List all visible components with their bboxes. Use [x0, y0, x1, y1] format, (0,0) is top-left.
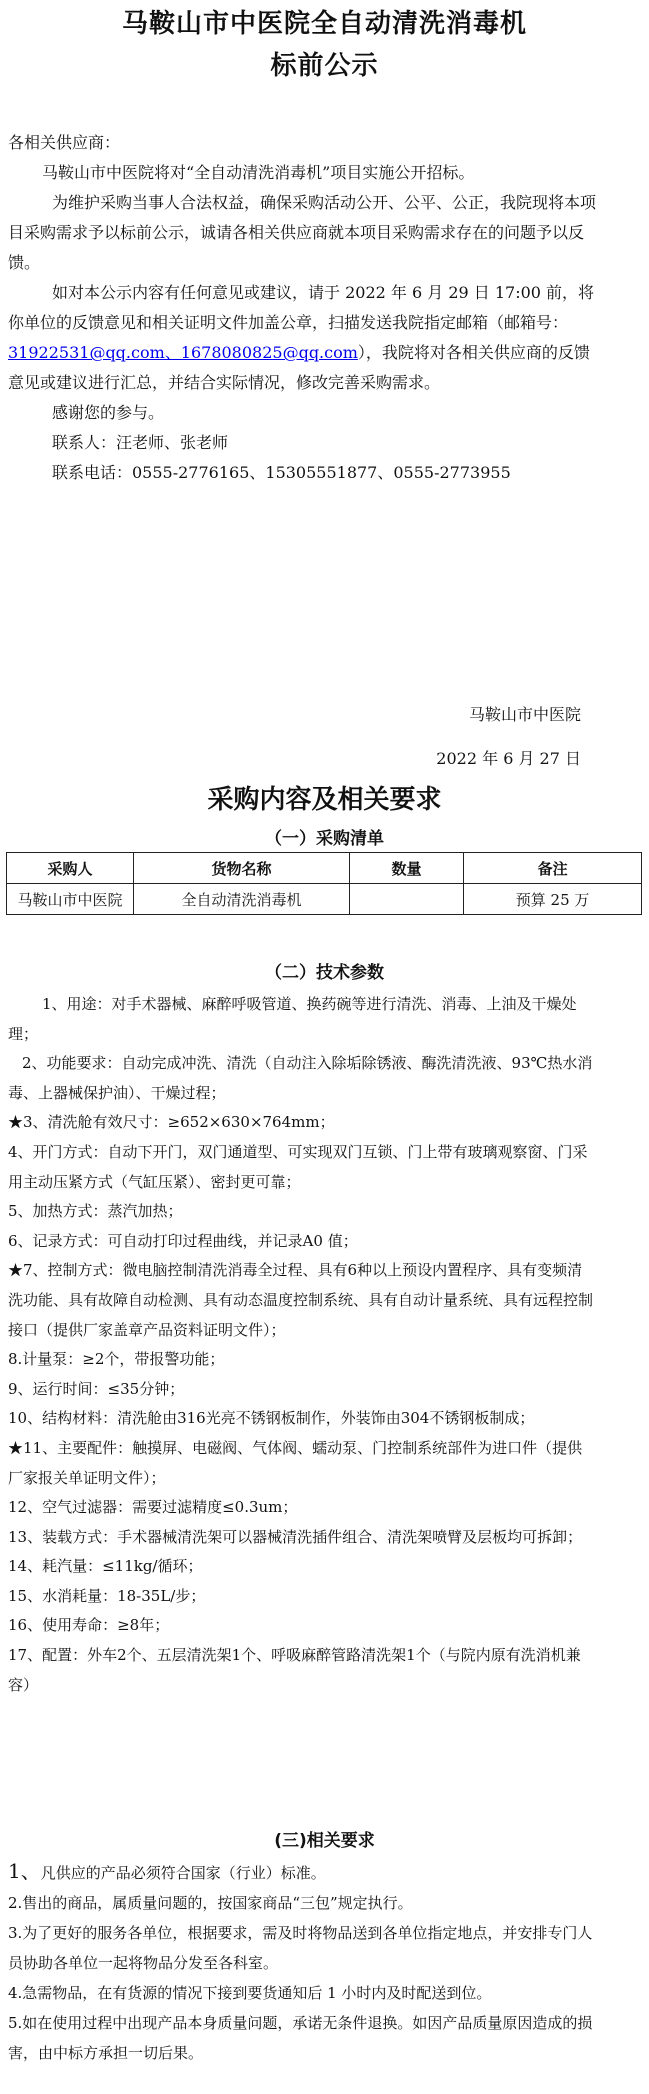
purchase-table [6, 852, 642, 915]
table-row [7, 884, 642, 915]
intro-paragraph-2: 为维护采购当事人合法权益，确保采购活动公开、公平、公正，我院现将本项目采购需求予以标前公示，诚请各相关供应商就本项目采购需求存在的问题予以反馈。 [8, 193, 597, 272]
document-title-line2: 标前公示 [270, 51, 379, 81]
tech-param-item: 10、结构材料：清洗舱由316光亮不锈钢板制作，外装饰由304不锈钢板制成； [8, 1409, 535, 1428]
table-header-cell: 数量 [349, 853, 463, 884]
table-header-cell: 采购人 [7, 853, 134, 884]
tech-param-item: 12、空气过滤器：需要过滤精度≤0.3um； [8, 1498, 298, 1517]
subsection-requirements: (三)相关要求 [274, 1831, 375, 1851]
table-cell: 全自动清洗消毒机 [134, 884, 350, 915]
contact-person: 联系人：汪老师、张老师 [52, 433, 229, 452]
tech-param-item: 5、加热方式：蒸汽加热； [8, 1202, 183, 1221]
tech-param-item: 6、记录方式：可自动打印过程曲线，并记录A0 值； [8, 1231, 358, 1250]
intro-section [8, 128, 596, 488]
requirement-item: 2.售出的商品，属质量问题的，按国家商品“三包”规定执行。 [8, 1894, 413, 1912]
table-cell: 预算 25 万 [464, 884, 642, 915]
requirement-item: 5.如在使用过程中出现产品本身质量问题，承诺无条件退换。如因产品质量原因造成的损害，由中标方承担一切后果。 [8, 2014, 593, 2062]
feedback-instructions: 如对本公示内容有任何意见或建议，请于 2022 年 6 月 29 日 17:00 前，将你单位的反馈意见和相关证明文件加盖公章，扫描发送我院指定邮箱（邮箱号： [8, 283, 595, 332]
requirement-item [8, 1856, 596, 1888]
salutation: 各相关供应商： [8, 133, 121, 152]
tech-param-item: ★7、控制方式：微电脑控制清洗消毒全过程、具有6种以上预设内置程序、具有变频清洗功能、具有故障自动检测、具有动态温度控制系统、具有自动计量系统、具有远程控制接口（提供厂家盖章产品资料证明文件）； [8, 1261, 594, 1339]
tech-param-item: 8.计量泵：≥2个，带报警功能； [8, 1350, 225, 1369]
requirement-item: 4.急需物品，在有货源的情况下接到要货通知后 1 小时内及时配送到位。 [8, 1984, 492, 2002]
tech-param-item: 4、开门方式：自动下开门，双门通道型、可实现双门互锁、门上带有玻璃观察窗、门采用主动压紧方式（气缸压紧）、密封更可靠； [8, 1142, 588, 1191]
thanks-text: 感谢您的参与。 [52, 403, 165, 422]
signature-org: 马鞍山市中医院 [468, 705, 581, 724]
tech-param-item: ★11、主要配件：触摸屏、电磁阀、气体阀、蠕动泵、门控制系统部件为进口件（提供厂家报关单证明文件）； [8, 1438, 583, 1487]
intro-paragraph-1: 马鞍山市中医院将对“全自动清洗消毒机”项目实施公开招标。 [42, 163, 475, 182]
tech-param-item: ★3、清洗舱有效尺寸：≥652×630×764mm； [8, 1113, 335, 1132]
contact-phone: 联系电话：0555-2776165、15305551877、0555-2773955 [52, 463, 511, 482]
tech-param-item: 16、使用寿命：≥8年； [8, 1616, 170, 1635]
email-links[interactable]: 31922531@qq.com、1678080825@qq.com [8, 343, 358, 362]
subsection-purchase-list: （一）采购清单 [265, 829, 384, 849]
tech-param-item: 17、配置：外车2个、五层清洗架1个、呼吸麻醉管路清洗架1个（与院内原有洗消机兼容） [8, 1646, 581, 1694]
tech-param-item: 9、运行时间：≤35分钟； [8, 1379, 185, 1398]
tech-param-item: 15、水消耗量：18-35L/步； [8, 1586, 206, 1605]
intro-paragraph-3 [8, 278, 596, 398]
tech-param-item: 14、耗汽量：≤11kg/循环； [8, 1557, 203, 1576]
requirement-item: 3.为了更好的服务各单位，根据要求，需及时将物品送到各单位指定地点，并安排专门人员协助各单位一起将物品分发至各科室。 [8, 1924, 593, 1972]
table-header-row [7, 853, 642, 884]
tech-params-list [8, 990, 593, 1700]
tech-param-item: 2、功能要求：自动完成冲洗、清洗（自动注入除垢除锈液、酶洗清洗液、93℃热水消毒、上器械保护油）、干燥过程； [8, 1054, 593, 1102]
tech-param-item: 13、装载方式：手术器械清洗架可以器械清洗插件组合、清洗架喷臂及层板均可拆卸； [8, 1527, 583, 1546]
table-header-cell: 备注 [464, 853, 642, 884]
tech-param-item: 1、用途：对手术器械、麻醉呼吸管道、换药碗等进行清洗、消毒、上油及干燥处理； [8, 995, 577, 1043]
section-title: 采购内容及相关要求 [207, 785, 442, 815]
feedback-instructions-end: ），我院将对各相关供应商的反馈意见或建议进行汇总，并结合实际情况，修改完善采购需求。 [8, 343, 590, 392]
requirement-number: 1、 [8, 1859, 41, 1883]
requirement-text: 凡供应的产品必须符合国家（行业）标准。 [40, 1864, 326, 1882]
table-cell [349, 884, 463, 915]
requirements-list [8, 1856, 596, 2068]
table-header-cell: 货物名称 [134, 853, 350, 884]
subsection-tech-params: （二）技术参数 [265, 963, 384, 983]
document-title-line1: 马鞍山市中医院全自动清洗消毒机 [121, 9, 527, 39]
table-cell: 马鞍山市中医院 [7, 884, 134, 915]
signature-date: 2022 年 6 月 27 日 [436, 749, 581, 768]
